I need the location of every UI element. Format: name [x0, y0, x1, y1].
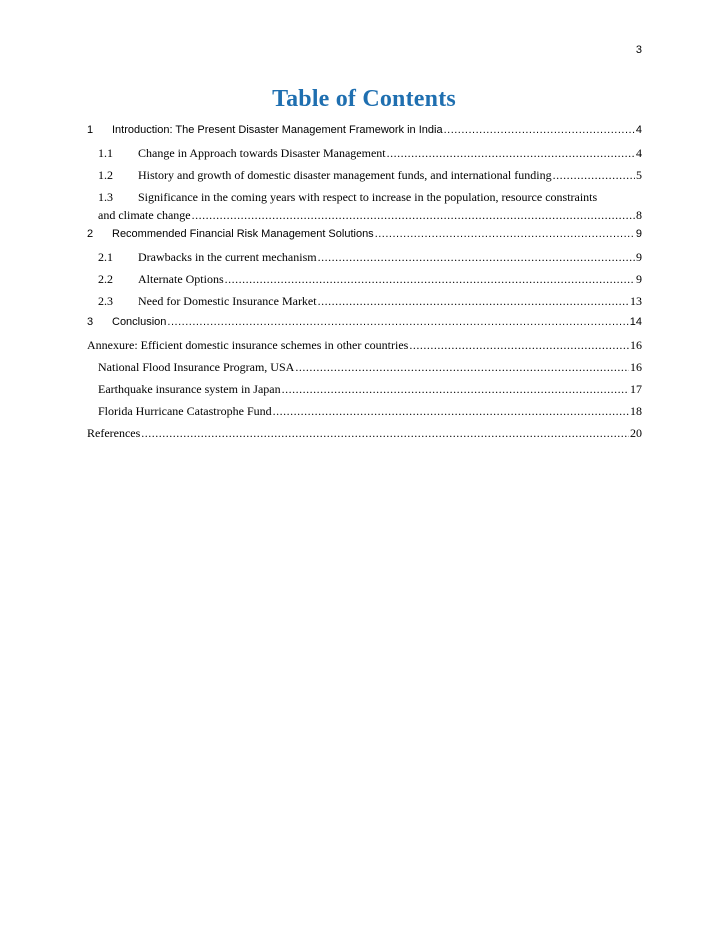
- toc-entry-page: 4: [635, 124, 642, 136]
- toc-entry-number: 3: [87, 316, 94, 328]
- leader-dots: [141, 426, 629, 441]
- toc-entry-number: 1: [87, 124, 94, 136]
- toc-entry-1-1[interactable]: [87, 146, 642, 168]
- leader-dots: [375, 228, 635, 240]
- table-of-contents: [87, 124, 642, 448]
- toc-entry-number: 2: [87, 228, 94, 240]
- leader-dots: [387, 146, 635, 161]
- page-title: Table of Contents: [272, 86, 456, 112]
- toc-entry-page: 18: [630, 404, 642, 418]
- toc-entry-label: Need for Domestic Insurance Market: [138, 294, 317, 308]
- toc-entry-number: 1.2: [98, 168, 113, 182]
- toc-entry-label: Change in Approach towards Disaster Management: [138, 146, 386, 160]
- leader-dots: [444, 124, 635, 136]
- toc-entry-1-3[interactable]: [87, 190, 642, 228]
- leader-dots: [318, 294, 629, 309]
- leader-dots: [192, 208, 635, 223]
- toc-entry-label: Significance in the coming years with respect to increase in the population, resource constraints: [138, 190, 598, 204]
- toc-entry-page: 9: [636, 250, 642, 264]
- toc-entry-label: Florida Hurricane Catastrophe Fund: [98, 404, 272, 418]
- leader-dots: [318, 250, 635, 265]
- toc-entry-2-2[interactable]: [87, 272, 642, 294]
- toc-entry-page: 16: [630, 338, 642, 352]
- toc-entry-page: 20: [630, 426, 642, 440]
- toc-entry-number: 2.2: [98, 272, 113, 286]
- toc-entry-label: Introduction: The Present Disaster Management Framework in India: [112, 124, 443, 136]
- toc-entry-label: History and growth of domestic disaster management funds, and international funding: [138, 168, 552, 182]
- toc-entry-1-2[interactable]: [87, 168, 642, 190]
- toc-entry-label: Recommended Financial Risk Management Solutions: [112, 228, 374, 240]
- toc-entry-annexure-2[interactable]: [87, 382, 642, 404]
- toc-entry-page: 4: [636, 146, 642, 160]
- toc-entry-annexure-1[interactable]: [87, 360, 642, 382]
- leader-dots: [295, 360, 629, 375]
- toc-entry-2-1[interactable]: [87, 250, 642, 272]
- toc-entry-2-3[interactable]: [87, 294, 642, 316]
- toc-entry-label: Annexure: Efficient domestic insurance schemes in other countries: [87, 338, 409, 352]
- leader-dots: [167, 316, 628, 328]
- toc-entry-label: Conclusion: [112, 316, 167, 328]
- toc-entry-page: 17: [630, 382, 642, 396]
- toc-entry-3[interactable]: [87, 316, 642, 338]
- toc-entry-number: 1.1: [98, 146, 113, 160]
- leader-dots: [225, 272, 635, 287]
- page-number: 3: [635, 44, 642, 56]
- toc-entry-1[interactable]: [87, 124, 642, 146]
- toc-entry-annexure-3[interactable]: [87, 404, 642, 426]
- leader-dots: [409, 338, 629, 353]
- toc-entry-label: Earthquake insurance system in Japan: [98, 382, 281, 396]
- toc-entry-number: 2.3: [98, 294, 113, 308]
- toc-entry-page: 16: [630, 360, 642, 374]
- toc-entry-label: Alternate Options: [138, 272, 224, 286]
- toc-entry-number: 2.1: [98, 250, 113, 264]
- toc-entry-label: References: [87, 426, 141, 440]
- toc-entry-page: 9: [635, 228, 642, 240]
- toc-entry-page: 8: [636, 208, 642, 222]
- toc-entry-number: 1.3: [98, 190, 113, 204]
- toc-entry-page: 9: [636, 272, 642, 286]
- toc-entry-page: 14: [629, 316, 642, 328]
- toc-entry-page: 5: [636, 168, 642, 182]
- toc-entry-label-continued: and climate change: [98, 208, 191, 222]
- toc-entry-references[interactable]: [87, 426, 642, 448]
- toc-entry-annexure[interactable]: [87, 338, 642, 360]
- leader-dots: [282, 382, 629, 397]
- toc-entry-label: National Flood Insurance Program, USA: [98, 360, 295, 374]
- toc-entry-2[interactable]: [87, 228, 642, 250]
- toc-entry-label: Drawbacks in the current mechanism: [138, 250, 317, 264]
- leader-dots: [553, 168, 635, 183]
- toc-entry-page: 13: [630, 294, 642, 308]
- leader-dots: [273, 404, 629, 419]
